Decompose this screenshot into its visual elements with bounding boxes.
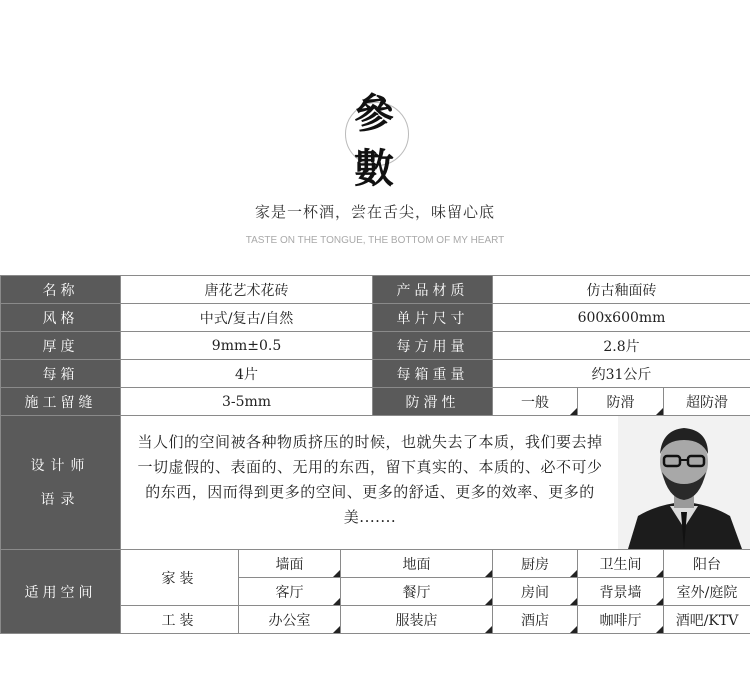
title-char-bottom: 數 [354, 145, 396, 192]
space-bedroom: 房间 [493, 578, 578, 606]
slip-option-super: 超防滑 [664, 388, 750, 416]
space-office: 办公室 [239, 606, 341, 634]
space-balcony: 阳台 [664, 550, 750, 578]
spec-row-style [1, 304, 750, 332]
spec-table [0, 275, 750, 634]
spec-row-box [1, 360, 750, 388]
per-sqm-label: 每方用量 [373, 332, 493, 360]
spaces-row-home-1 [1, 550, 750, 578]
title-char-top: 參 [354, 90, 396, 137]
per-sqm-value: 2.8片 [493, 332, 750, 360]
space-feature-wall: 背景墙 [578, 578, 664, 606]
slogan-english: TASTE ON THE TONGUE, THE BOTTOM OF MY HEART [245, 235, 505, 246]
slip-label: 防滑性 [373, 388, 493, 416]
spec-row-name [1, 276, 750, 304]
space-hotel: 酒店 [493, 606, 578, 634]
space-bathroom: 卫生间 [578, 550, 664, 578]
space-wall: 墙面 [239, 550, 341, 578]
slogan: 家是一杯酒，尝在舌尖，味留心底 [254, 203, 495, 221]
space-bar-ktv: 酒吧/KTV [664, 606, 750, 634]
style-label: 风格 [1, 304, 121, 332]
slip-option-antislip: 防滑 [578, 388, 664, 416]
per-box-value: 4片 [121, 360, 373, 388]
spaces-label: 适用空间 [1, 550, 121, 634]
quote-cell [121, 416, 750, 550]
space-kitchen: 厨房 [493, 550, 578, 578]
name-label: 名称 [1, 276, 121, 304]
space-dining-room: 餐厅 [341, 578, 493, 606]
page-header [0, 0, 750, 270]
material-label: 产品材质 [373, 276, 493, 304]
name-value: 唐花艺术花砖 [121, 276, 373, 304]
work-label: 工装 [121, 606, 239, 634]
quote-label-line1: 设计师 [30, 457, 91, 474]
space-floor: 地面 [341, 550, 493, 578]
designer-quote-row [1, 416, 750, 550]
per-box-label: 每箱 [1, 360, 121, 388]
space-outdoor: 室外/庭院 [664, 578, 750, 606]
material-value: 仿古釉面砖 [493, 276, 750, 304]
space-living-room: 客厅 [239, 578, 341, 606]
thickness-label: 厚度 [1, 332, 121, 360]
quote-text: 当人们的空间被各种物质挤压的时候，也就失去了本质，我们要去掉一切虚假的、表面的、无用的东西，留下真实的、本质的、必不可少的东西，因而得到更多的空间、更多的舒适、更多的效率、更多的美....... [137, 433, 603, 526]
box-weight-label: 每箱重量 [373, 360, 493, 388]
home-label: 家装 [121, 550, 239, 606]
slip-option-normal: 一般 [493, 388, 578, 416]
gap-value: 3-5mm [121, 388, 373, 416]
gap-label: 施工留缝 [1, 388, 121, 416]
quote-label-line2: 语录 [40, 491, 81, 508]
space-cafe: 咖啡厅 [578, 606, 664, 634]
space-clothing-store: 服装店 [341, 606, 493, 634]
quote-label [1, 416, 121, 550]
spec-row-gap [1, 388, 750, 416]
style-value: 中式/复古/自然 [121, 304, 373, 332]
size-value: 600x600mm [493, 304, 750, 332]
size-label: 单片尺寸 [373, 304, 493, 332]
thickness-value: 9mm±0.5 [121, 332, 373, 360]
designer-portrait-photo [618, 416, 750, 549]
spec-row-thickness [1, 332, 750, 360]
box-weight-value: 约31公斤 [493, 360, 750, 388]
